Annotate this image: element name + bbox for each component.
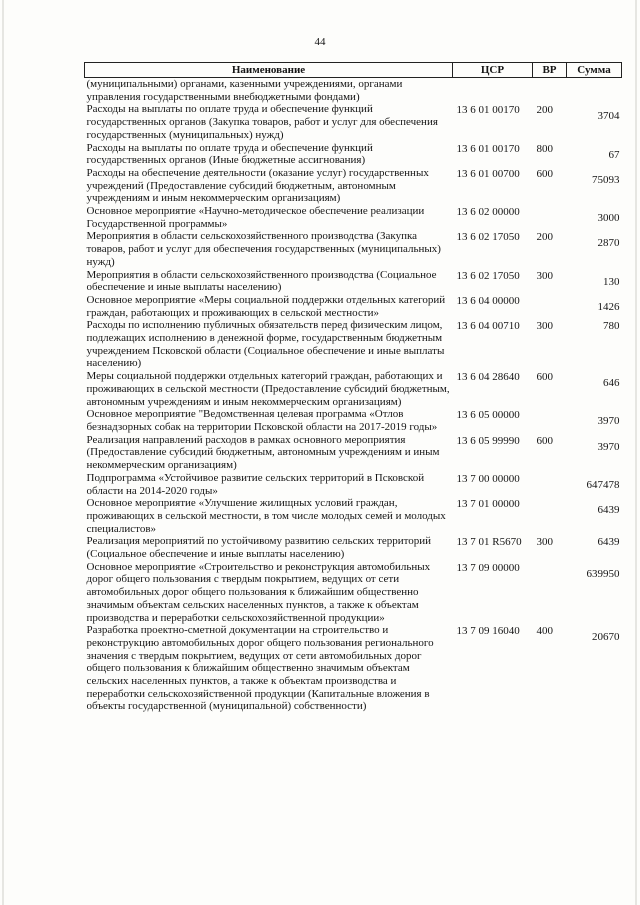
row-vr	[533, 78, 567, 104]
row-csr: 13 6 05 99990	[456, 434, 520, 447]
row-vr	[533, 408, 567, 433]
table-row	[85, 497, 622, 535]
row-name: Разработка проектно-сметной документации на строительство и реконструкцию автомобильных дорог общего пользования регионального значения с твердым покрытием, ведущих от сети автомобильных дорог общего пользования к ближайшим общественно значимым объектам сельских населенных пунктов, а также к объектам производства и переработки сельскохозяйственной продукции (Капитальные вложения в объекты государственной (муниципальной) собственности)	[86, 624, 434, 713]
table-row	[85, 624, 622, 713]
row-csr: 13 6 02 17050	[456, 231, 520, 244]
row-name: Основное мероприятие «Улучшение жилищных условий граждан, проживающих в сельской местности, в том числе молодых семей и молодых специалистов»	[86, 497, 446, 535]
row-vr: 300	[536, 320, 553, 333]
table-row	[85, 472, 622, 497]
row-sum: 780	[603, 320, 620, 333]
scan-edge-right	[635, 0, 637, 905]
row-vr	[533, 561, 567, 625]
row-csr: 13 6 01 00170	[456, 142, 520, 155]
row-vr: 300	[536, 269, 553, 282]
table-row	[85, 294, 622, 319]
row-name: Основное мероприятие «Строительство и реконструкция автомобильных дорог общего пользования с твердым покрытием, ведущих от сети автомобильных дорог общего пользования к ближайшим общественно значимым объектам сельских населенных пунктов, а также к объектам производства и переработки сельскохозяйственной продукции»	[86, 560, 431, 624]
row-vr: 800	[536, 142, 553, 155]
row-name: Реализация мероприятий по устойчивому развитию сельских территорий (Социальное обеспечение и иные выплаты населению)	[86, 535, 432, 561]
row-sum: 3970	[597, 440, 620, 453]
table-row	[85, 535, 622, 560]
page-number: 44	[314, 36, 326, 48]
row-csr: 13 6 05 00000	[456, 409, 520, 422]
table-row	[85, 319, 622, 370]
row-vr	[533, 497, 567, 535]
table-row	[85, 269, 622, 294]
row-sum: 130	[603, 275, 620, 288]
row-name: Мероприятия в области сельскохозяйственного производства (Закупка товаров, работ и услуг для обеспечения государственных (муниципальных) нужд)	[86, 230, 441, 268]
row-vr: 600	[536, 167, 553, 180]
budget-table	[84, 62, 622, 713]
row-vr: 600	[536, 371, 553, 384]
row-name: Основное мероприятие «Научно-методическое обеспечение реализации Государственной программы»	[86, 205, 425, 230]
row-name: (муниципальными) органами, казенными учреждениями, органами управления государственными внебюджетными фондами)	[86, 78, 403, 103]
row-vr: 200	[536, 104, 553, 117]
table-row	[85, 434, 622, 472]
header-vr: ВР	[533, 63, 567, 78]
row-csr: 13 7 01 R5670	[456, 536, 522, 549]
row-name: Реализация направлений расходов в рамках основного мероприятия (Предоставление субсидий бюджетным, автономным учреждениям и иным некоммерческим организациям)	[86, 433, 440, 472]
row-csr: 13 7 09 16040	[456, 625, 520, 638]
row-csr	[453, 78, 533, 104]
row-sum: 1426	[597, 300, 620, 313]
row-csr: 13 7 00 00000	[456, 472, 520, 485]
row-vr: 400	[536, 625, 553, 638]
table-row	[85, 370, 622, 408]
row-sum: 6439	[597, 504, 620, 517]
table-row	[85, 561, 622, 625]
row-csr: 13 6 04 28640	[456, 371, 520, 384]
row-name: Расходы на выплаты по оплате труда и обеспечение функций государственных органов (Закупка товаров, работ и услуг для обеспечения государственных (муниципальных) нужд)	[86, 103, 438, 141]
row-name: Расходы на обеспечение деятельности (оказание услуг) государственных учреждений (Предоставление субсидий бюджетным, автономным учреждениям и иным некоммерческим организациям)	[86, 166, 429, 205]
row-sum: 67	[608, 148, 620, 161]
row-csr: 13 7 09 00000	[456, 561, 520, 574]
row-name: Основное мероприятие «Меры социальной поддержки отдельных категорий граждан, работающих и проживающих в сельской местности»	[86, 293, 446, 319]
row-sum: 639950	[586, 567, 620, 580]
row-sum: 647478	[586, 478, 620, 491]
row-sum	[567, 78, 622, 104]
table-header-row	[85, 63, 622, 78]
header-csr: ЦСР	[453, 63, 533, 78]
row-name: Основное мероприятие "Ведомственная целевая программа «Отлов безнадзорных собак на территории Псковской области на 2017-2019 годы»	[86, 408, 438, 433]
row-name: Мероприятия в области сельскохозяйственного производства (Социальное обеспечение и иные выплаты населению)	[86, 268, 437, 294]
row-sum: 646	[603, 377, 620, 390]
row-sum: 2870	[597, 237, 620, 250]
row-csr: 13 6 02 17050	[456, 269, 520, 282]
row-vr	[533, 472, 567, 497]
row-name: Подпрограмма «Устойчивое развитие сельских территорий в Псковской области на 2014-2020 годы»	[86, 471, 425, 497]
row-vr	[533, 205, 567, 230]
row-sum: 3000	[597, 212, 620, 225]
row-name: Меры социальной поддержки отдельных категорий граждан, работающих и проживающих в сельской местности (Предоставление субсидий бюджетным, автономным учреждениям и иным некоммерческим организациям)	[86, 370, 450, 408]
scan-edge-left	[2, 0, 4, 905]
row-name: Расходы на выплаты по оплате труда и обеспечение функций государственных органов (Иные бюджетные ассигнования)	[86, 141, 373, 167]
row-csr: 13 6 04 00710	[456, 320, 520, 333]
row-csr: 13 6 01 00700	[456, 167, 520, 180]
table-row	[85, 408, 622, 433]
table-body	[85, 78, 622, 714]
row-sum: 3704	[597, 110, 620, 123]
row-csr: 13 7 01 00000	[456, 498, 520, 511]
table-row	[85, 78, 622, 104]
table-row	[85, 103, 622, 141]
table-row	[85, 167, 622, 205]
row-sum: 75093	[592, 173, 620, 186]
row-csr: 13 6 04 00000	[456, 294, 520, 307]
row-csr: 13 6 01 00170	[456, 104, 520, 117]
table-row	[85, 205, 622, 230]
row-sum: 20670	[592, 631, 620, 644]
header-sum: Сумма	[567, 63, 622, 78]
row-vr	[533, 294, 567, 319]
header-name: Наименование	[85, 63, 453, 78]
row-sum: 6439	[597, 536, 620, 549]
row-csr: 13 6 02 00000	[456, 206, 520, 219]
row-sum: 3970	[597, 415, 620, 428]
row-name: Расходы по исполнению публичных обязательств перед физическим лицом, подлежащих исполнению в денежной форме, государственным бюджетным учреждением Псковской области (Социальное обеспечение и иные выплаты населению)	[86, 319, 445, 370]
row-vr: 200	[536, 231, 553, 244]
row-vr: 600	[536, 434, 553, 447]
row-vr: 300	[536, 536, 553, 549]
table-row	[85, 230, 622, 268]
table-row	[85, 142, 622, 167]
